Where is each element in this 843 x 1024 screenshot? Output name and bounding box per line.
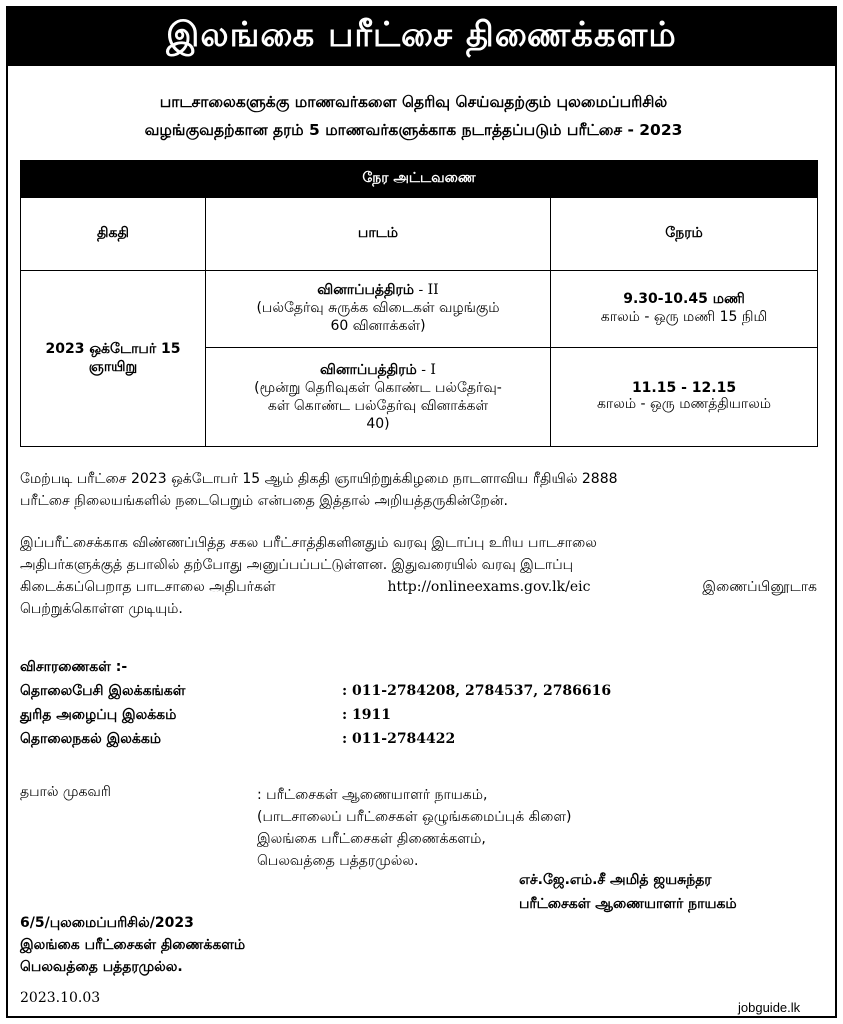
signature-block bbox=[519, 868, 737, 916]
postal-address-label: தபால் முகவரி bbox=[20, 784, 111, 800]
paper-description: 60 வினாக்கள்) bbox=[330, 318, 426, 334]
address-line: இலங்கை பரீட்சைகள் திணைக்களம், bbox=[257, 831, 486, 847]
signatory-name: எச்.ஜே.எம்.சீ அமித் ஜயசுந்தர bbox=[519, 872, 712, 888]
paper-description: (மூன்று தெரிவுகள் கொண்ட பல்தேர்வு- bbox=[254, 380, 502, 396]
phone-label: தொலைபேசி இலக்கங்கள் bbox=[20, 683, 186, 699]
paper-time: 9.30-10.45 மணி bbox=[623, 291, 745, 307]
fax-label: தொலைநகல் இலக்கம் bbox=[20, 731, 162, 747]
timetable bbox=[20, 160, 818, 447]
signatory-title: பரீட்சைகள் ஆணையாளர் நாயகம் bbox=[519, 896, 737, 912]
address-line: (பாடசாலைப் பரீட்சைகள் ஒழுங்கமைப்புக் கிளை) bbox=[257, 809, 572, 825]
postal-address bbox=[257, 784, 571, 872]
watermark: jobguide.lk bbox=[738, 1000, 801, 1015]
subtitle-line-2: வழங்குவதற்கான தரம் 5 மாணவர்களுக்காக நடாத்தப்படும் பரீட்சை - 2023 bbox=[144, 121, 683, 139]
paper-number: - II bbox=[418, 282, 439, 298]
department-title: இலங்கை பரீட்சை திணைக்களம் bbox=[8, 8, 835, 66]
paragraph-line: மேற்படி பரீட்சை 2023 ஒக்டோபர் 15 ஆம் திகதி ஞாயிற்றுக்கிழமை நாடளாவிய ரீதியில் 2888 bbox=[20, 471, 618, 487]
address-line: பெலவத்தை பத்தரமுல்ல. bbox=[257, 853, 419, 869]
reference-block bbox=[20, 912, 245, 978]
column-header-time: நேரம் bbox=[551, 198, 818, 271]
paper-cell bbox=[206, 348, 551, 447]
exam-date-cell bbox=[21, 271, 206, 447]
hotline-number: : 1911 bbox=[342, 707, 392, 723]
phone-numbers: : 011-2784208, 2784537, 2786616 bbox=[342, 683, 612, 699]
paper-description: 40) bbox=[366, 416, 390, 432]
column-header-date: திகதி bbox=[21, 198, 206, 271]
subtitle-line-1: பாடசாலைகளுக்கு மாணவர்களை தெரிவு செய்வதற்கும் புலமைப்பரிசில் bbox=[159, 93, 668, 111]
notice-paragraph-1 bbox=[20, 468, 817, 512]
paper-cell bbox=[206, 271, 551, 348]
hotline-label: துரித அழைப்பு இலக்கம் bbox=[20, 707, 177, 723]
paragraph-line bbox=[20, 576, 817, 598]
paper-number: - I bbox=[421, 362, 436, 378]
exam-subtitle bbox=[10, 88, 817, 144]
paper-description: கள் கொண்ட பல்தேர்வு வினாக்கள் bbox=[267, 398, 489, 414]
timetable-title: நேர அட்டவணை bbox=[21, 161, 818, 198]
paragraph-line: பெற்றுக்கொள்ள முடியும். bbox=[20, 601, 183, 617]
reference-line: இலங்கை பரீட்சைகள் திணைக்களம் bbox=[20, 937, 246, 953]
paragraph-text: இணைப்பினூடாக bbox=[702, 579, 817, 595]
paper-duration: காலம் - ஒரு மணத்தியாலம் bbox=[596, 396, 772, 412]
paragraph-text: கிடைக்கப்பெறாத பாடசாலை அதிபர்கள் bbox=[20, 579, 276, 595]
fax-number: : 011-2784422 bbox=[342, 731, 456, 747]
exam-website-link[interactable]: http://onlineexams.gov.lk/eic bbox=[387, 579, 591, 595]
reference-line: பெலவத்தை பத்தரமுல்ல. bbox=[20, 959, 183, 975]
paper-time: 11.15 - 12.15 bbox=[631, 380, 737, 396]
paper-description: (பல்தேர்வு சுருக்க விடைகள் வழங்கும் bbox=[256, 300, 500, 316]
paper-duration: காலம் - ஒரு மணி 15 நிமி bbox=[600, 309, 768, 325]
reference-number: 6/5/புலமைப்பரிசில்/2023 bbox=[20, 915, 194, 931]
exam-date: 2023 ஒக்டோபர் 15 bbox=[45, 340, 181, 357]
column-header-subject: பாடம் bbox=[206, 198, 551, 271]
paper-name: வினாப்பத்திரம் bbox=[320, 362, 417, 378]
exam-day: ஞாயிறு bbox=[88, 358, 138, 375]
paper-name: வினாப்பத்திரம் bbox=[317, 282, 415, 298]
enquiries-title: விசாரணைகள் :- bbox=[20, 659, 128, 675]
notice-date: 2023.10.03 bbox=[20, 990, 101, 1006]
paragraph-line: பரீட்சை நிலையங்களில் நடைபெறும் என்பதை இத்தால் அறியத்தருகின்றேன். bbox=[20, 493, 508, 509]
time-cell bbox=[551, 271, 818, 348]
time-cell bbox=[551, 348, 818, 447]
notice-paragraph-2 bbox=[20, 532, 817, 620]
table-row bbox=[21, 271, 818, 348]
paragraph-line: இப்பரீட்சைக்காக விண்ணப்பித்த சகல பரீட்சாத்திகளினதும் வரவு இடாப்பு உரிய பாடசாலை bbox=[20, 535, 597, 551]
address-line: : பரீட்சைகள் ஆணையாளர் நாயகம், bbox=[257, 787, 488, 803]
paragraph-line: அதிபர்களுக்குத் தபாலில் தற்போது அனுப்பப்பட்டுள்ளன. இதுவரையில் வரவு இடாப்பு bbox=[20, 557, 574, 573]
